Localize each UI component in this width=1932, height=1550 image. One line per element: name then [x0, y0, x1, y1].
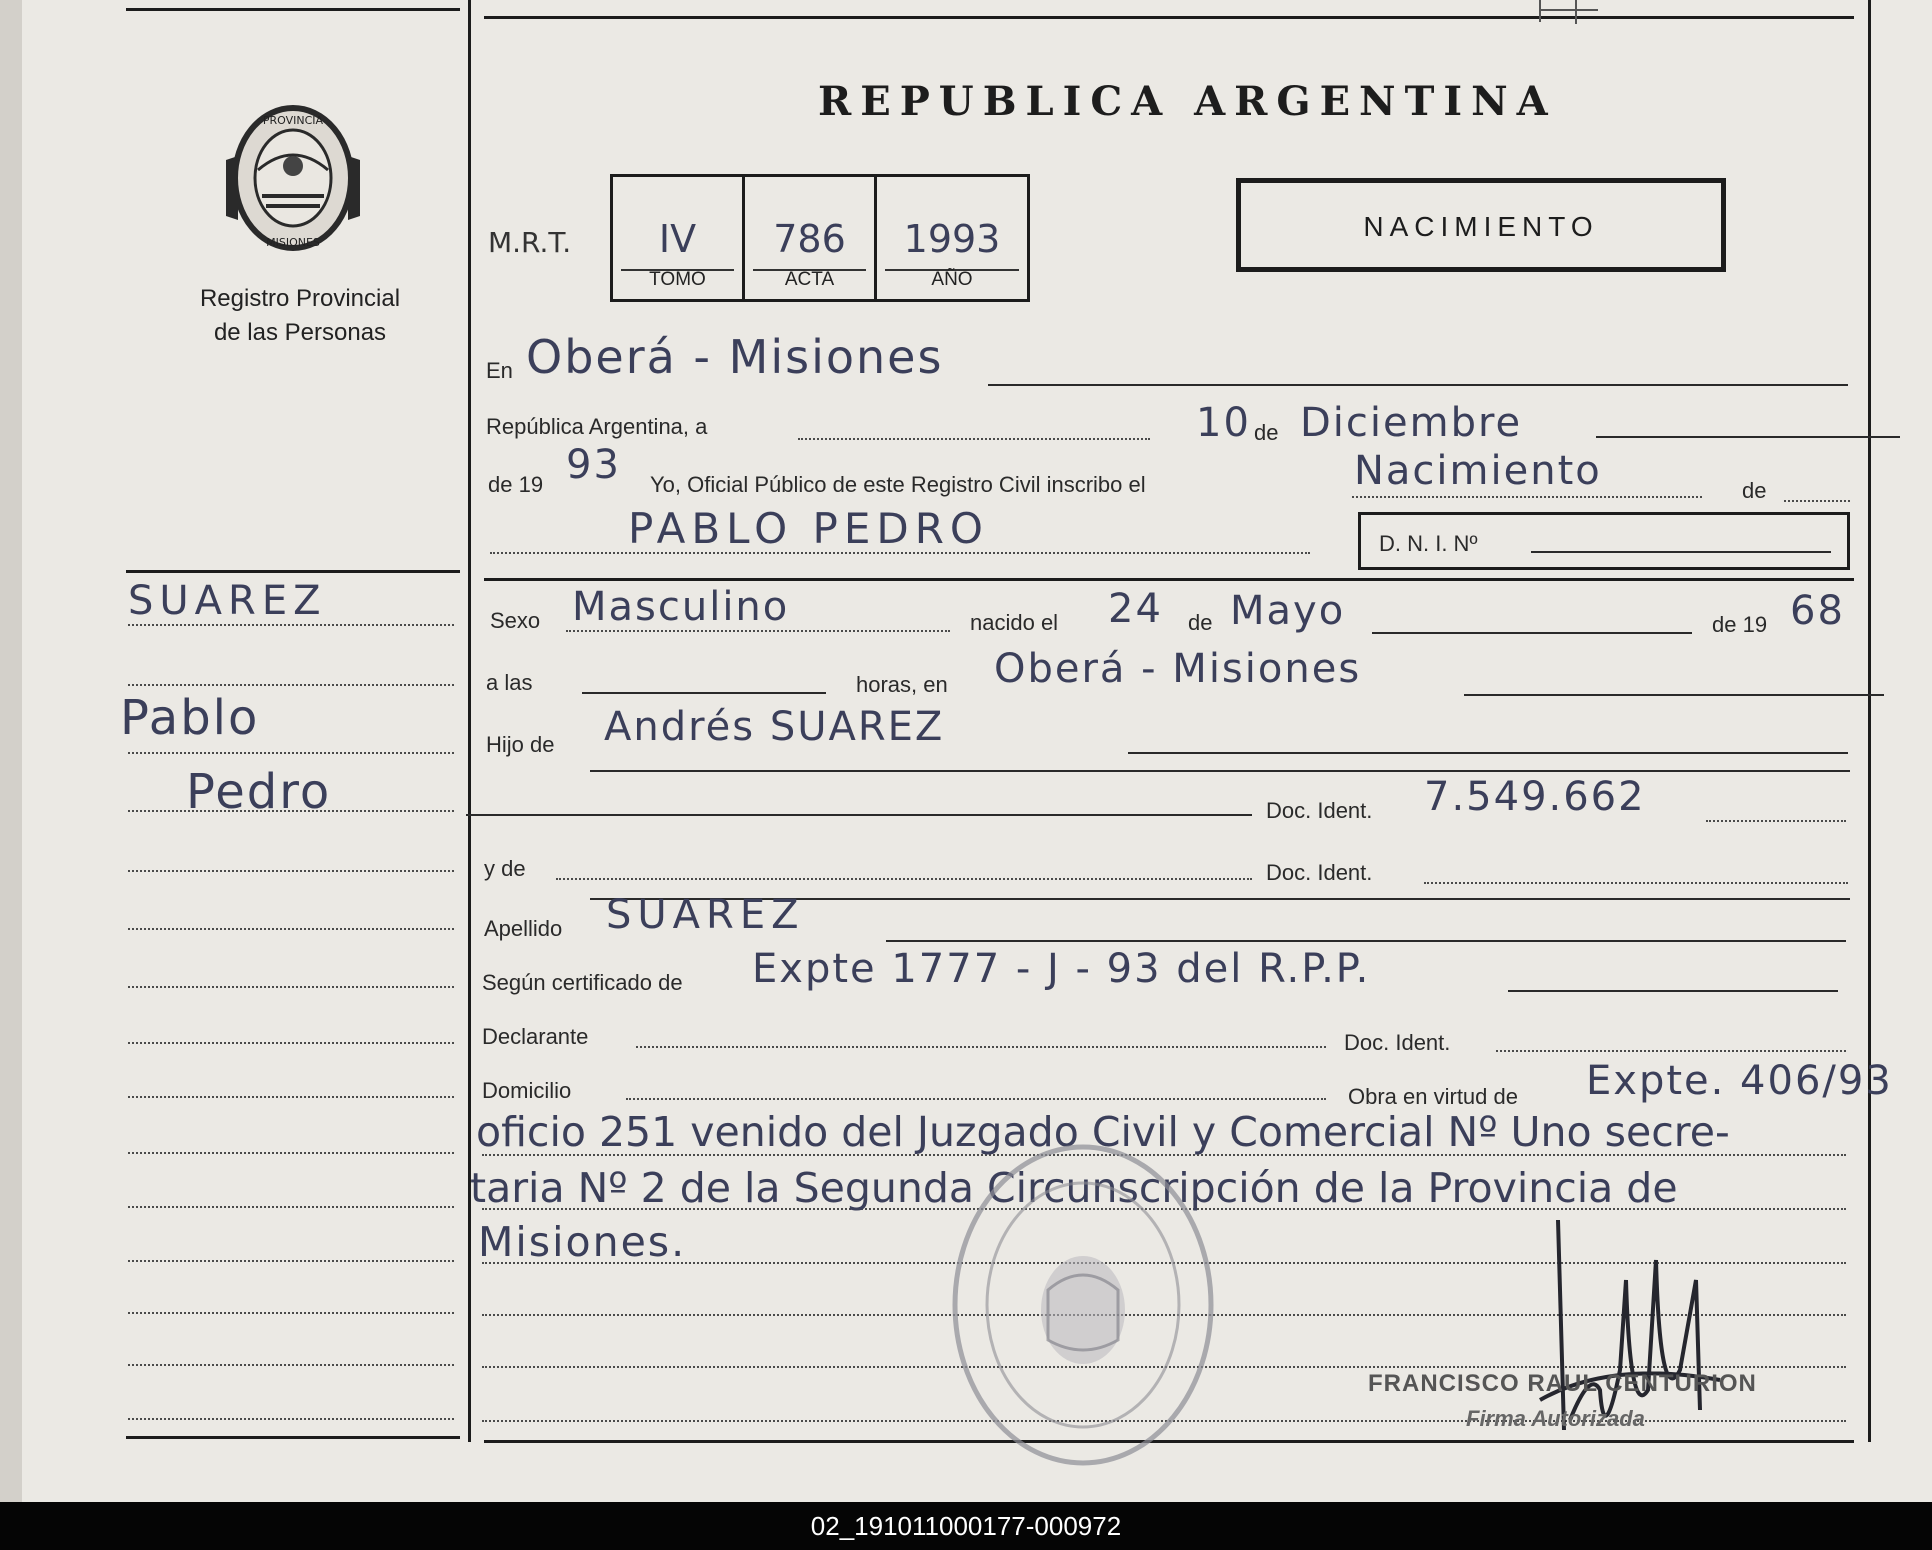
acta-label: ACTA [784, 269, 835, 290]
a-las-label: a las [486, 670, 533, 695]
birth-month-line [1372, 632, 1692, 634]
year-suffix-value: 93 [566, 442, 621, 488]
mother-doc-dots [1424, 882, 1848, 884]
inscribe-value: Nacimiento [1354, 448, 1602, 494]
margin-line-15 [128, 1418, 454, 1420]
margin-first-name: Pablo [120, 690, 260, 746]
margin-line-14 [128, 1364, 454, 1366]
ano-label: AÑO [931, 269, 973, 290]
segun-value: Expte 1777 - J - 93 del R.P.P. [752, 946, 1371, 992]
record-index-table [610, 174, 1030, 302]
margin-line-11 [128, 1206, 454, 1208]
note-line-2: taria Nº 2 de la Segunda Circunscripción de la Provincia de [470, 1164, 1678, 1212]
apellido-value: SUAREZ [606, 892, 805, 938]
segun-line [1508, 990, 1838, 992]
domicilio-label: Domicilio [482, 1078, 572, 1103]
registry-line-1: Registro Provincial [199, 285, 401, 312]
record-type-label: NACIMIENTO [1363, 211, 1599, 242]
father-name: Andrés SUAREZ [604, 704, 945, 750]
doc-ident-label-declarante: Doc. Ident. [1344, 1030, 1451, 1055]
margin-line-7 [128, 986, 454, 988]
year-prefix-label: de 19 [488, 472, 544, 497]
segun-label: Según certificado de [482, 970, 683, 995]
sexo-value: Masculino [572, 584, 790, 630]
acta-cell [745, 177, 877, 299]
top-rule-left [126, 8, 460, 11]
y-de-label: y de [484, 856, 526, 881]
ano-cell [877, 177, 1027, 299]
nacido-label: nacido el [970, 610, 1059, 635]
acta-value: 786 [773, 217, 846, 261]
father-doc-dots [1706, 820, 1846, 822]
day-value: 10 [1196, 400, 1251, 446]
dni-line [1531, 551, 1831, 553]
republica-dots [798, 438, 1150, 440]
registry-line-2: de las Personas [213, 319, 387, 346]
dni-label: D. N. I. Nº [1379, 531, 1478, 556]
right-border [1868, 0, 1871, 1442]
margin-line-8 [128, 1042, 454, 1044]
official-stamp [948, 1140, 1218, 1470]
registry-name [120, 282, 480, 350]
margin-surname: SUAREZ [128, 578, 327, 624]
margin-line-5 [128, 870, 454, 872]
y-de-dots [556, 878, 1252, 880]
horas-label: horas, en [856, 672, 948, 697]
de19-label: de 19 [1712, 612, 1768, 637]
de-label-day: de [1254, 420, 1279, 445]
domicilio-dots [626, 1098, 1326, 1100]
obra-label: Obra en virtud de [1348, 1084, 1518, 1109]
hijo-label: Hijo de [486, 732, 555, 757]
declarante-label: Declarante [482, 1024, 589, 1049]
obra-value: Expte. 406/93 [1586, 1058, 1893, 1104]
svg-text:MISIONES: MISIONES [266, 236, 320, 249]
doc-ident-label-father: Doc. Ident. [1266, 798, 1373, 823]
month-value: Diciembre [1300, 400, 1523, 446]
country-title: REPUBLICA ARGENTINA [818, 78, 1557, 125]
inscribe-dots [1352, 496, 1702, 498]
apellido-label: Apellido [484, 916, 563, 941]
father-line-2 [590, 770, 1850, 772]
mrt-prefix: M.R.T. [488, 226, 572, 259]
birth-place: Oberá - Misiones [994, 646, 1362, 692]
father-line [1128, 752, 1848, 754]
de-label-inscribe: de [1742, 478, 1767, 503]
en-label: En [486, 358, 513, 383]
bottom-rule-left [126, 1436, 460, 1439]
birth-place-line [1464, 694, 1884, 696]
ano-value: 1993 [903, 217, 1001, 261]
father-doc: 7.549.662 [1424, 774, 1646, 820]
note-line-1: oficio 251 venido del Juzgado Civil y Comercial Nº Uno secre- [476, 1108, 1730, 1156]
record-type-box [1236, 178, 1726, 272]
dni-box [1358, 512, 1850, 570]
margin-line-9 [128, 1096, 454, 1098]
margin-line-3 [128, 752, 454, 754]
a-las-line [582, 692, 826, 694]
corner-mark [1536, 0, 1606, 28]
margin-line-10 [128, 1152, 454, 1154]
birth-day: 24 [1108, 586, 1163, 632]
margin-line-13 [128, 1312, 454, 1314]
top-rule-right [484, 16, 1854, 19]
margin-line-12 [128, 1260, 454, 1262]
image-code-footer: 02_191011000177-000972 [0, 1502, 1932, 1550]
en-line [988, 384, 1848, 386]
margin-line-6 [128, 928, 454, 930]
en-value: Oberá - Misiones [526, 330, 944, 384]
month-line [1596, 436, 1900, 438]
signature-name: FRANCISCO RAUL CENTURION [1368, 1370, 1757, 1397]
left-column-rule [126, 570, 460, 573]
de-label-birth: de [1188, 610, 1213, 635]
svg-text:PROVINCIA: PROVINCIA [262, 114, 324, 127]
page-edge [0, 0, 22, 1502]
margin-second-name: Pedro [186, 764, 332, 820]
sexo-label: Sexo [490, 608, 541, 633]
note-line-3: Misiones. [478, 1218, 687, 1266]
birth-year-suffix: 68 [1790, 588, 1845, 634]
section-rule [484, 578, 1854, 581]
tomo-cell [613, 177, 745, 299]
tomo-label: TOMO [649, 269, 706, 290]
father-doc-line-left [466, 814, 1252, 816]
apellido-line [886, 940, 1846, 942]
sexo-dots [566, 630, 950, 632]
margin-line-4 [128, 810, 454, 812]
column-divider [468, 0, 471, 1442]
margin-line-1 [128, 624, 454, 626]
oficial-text: Yo, Oficial Público de este Registro Civil inscribo el [650, 472, 1146, 497]
margin-line-2 [128, 684, 454, 686]
declarante-doc-dots [1496, 1050, 1846, 1052]
signature-role: Firma Autorizada [1466, 1406, 1645, 1431]
person-name: PABLO PEDRO [628, 504, 989, 553]
republica-label: República Argentina, a [486, 414, 708, 439]
declarante-dots [636, 1046, 1326, 1048]
tomo-value: IV [658, 217, 697, 261]
provincial-seal-logo [222, 100, 364, 260]
doc-ident-label-mother: Doc. Ident. [1266, 860, 1373, 885]
de-dots [1784, 500, 1850, 502]
birth-month: Mayo [1230, 588, 1346, 634]
